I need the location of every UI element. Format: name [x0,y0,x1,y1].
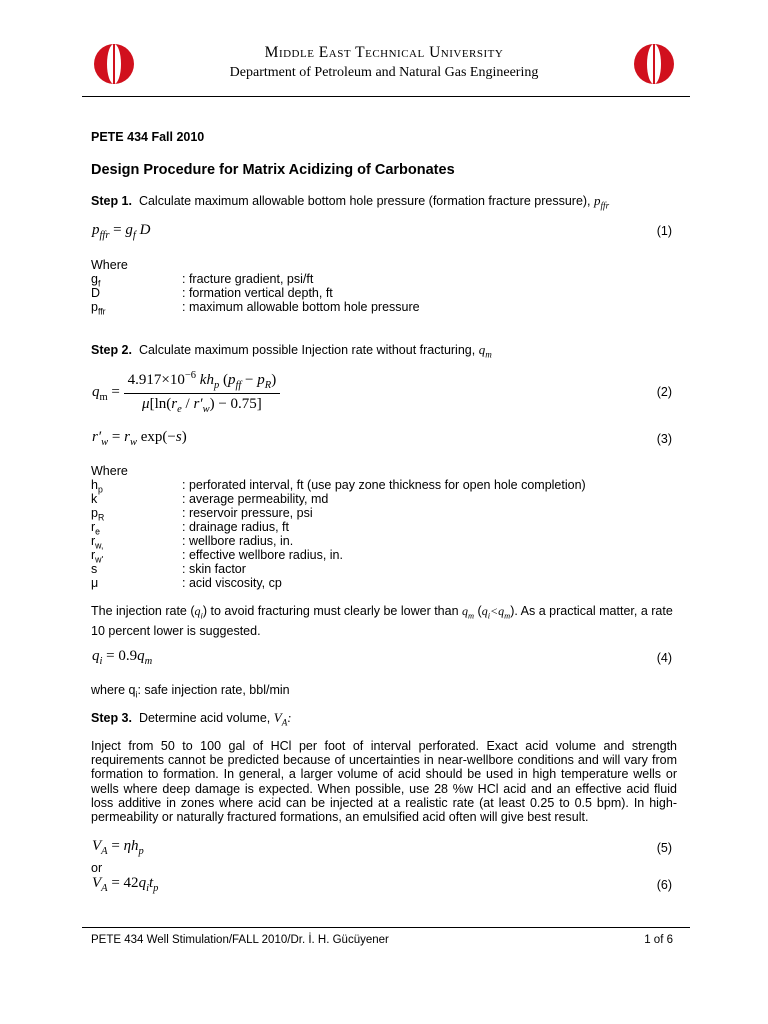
definition-row: $h_p$ : perforated interval, ft (use pay zone thickness for open hole completion) [91,478,586,495]
step1-text: Calculate maximum allowable bottom hole pressure (formation fracture pressure), [138,194,591,208]
page-number: 1 of 6 [644,934,673,946]
equation-5: $V_A = \eta h_p$ [92,838,144,857]
step3-var: $V_A$: [273,710,292,728]
definition-row: $p_{ffr}$ : maximum allowable bottom hole pressure [91,300,420,317]
equation-4: $q_i = 0.9q_m$ [92,648,153,667]
eq6-number: (6) [656,878,672,892]
definition-row: μ : acid viscosity, cp [91,576,282,590]
injection-rate-note: The injection rate $(q_i)$ to avoid fracturing must clearly be lower than $q_m$ $(q_i<q_m)$. As a practical matter, a rate 10 percent lower is suggested. [91,604,673,638]
eq3-number: (3) [656,432,672,446]
department-name: Department of Petroleum and Natural Gas Engineering [229,65,539,80]
step1-where: Where [91,258,128,272]
eq1-number: (1) [656,224,672,238]
equation-3: $r'_w = r_w$ exp(−s) [92,429,187,448]
equation-6: $V_A = 42q_it_p$ [92,875,159,894]
equation-2: $q_m$ = $\frac{4.917\times 10^{-6} kh_p (p_{ff} - p_R)}{\mu[\ln(r_e / r'_w) - 0.75]}$ [92,370,280,415]
step3-heading [91,710,292,728]
eq4-number: (4) [656,651,672,665]
step2-var: $q_m$ [478,342,492,360]
eq5-number: (5) [656,841,672,855]
step2-heading [91,342,492,360]
definition-row: k : average permeability, md [91,492,329,506]
header-rule [82,96,690,97]
equation-1: $p_{ffr} = g_f$ D [92,222,151,241]
step1-heading [91,193,609,211]
safe-rate-definition: where $q_i$: safe injection rate, bbl/min [91,683,290,700]
step1-label: Step 1. [91,194,132,208]
definition-row: $g_f$ : fracture gradient, psi/ft [91,272,314,289]
definition-row: D : formation vertical depth, ft [91,286,333,300]
definition-row: $r_{w,}$ : wellbore radius, in. [91,534,294,551]
step3-label: Step 3. [91,711,132,725]
definition-row: $r_{w'}$ : effective wellbore radius, in. [91,548,343,565]
course-code: PETE 434 Fall 2010 [91,130,205,144]
footer-left: PETE 434 Well Stimulation/FALL 2010/Dr. İ. H. Gücüyener [91,934,389,946]
definition-row: $r_e$ : drainage radius, ft [91,520,290,537]
page-title: Design Procedure for Matrix Acidizing of Carbonates [91,162,455,178]
step3-text: Determine acid volume, [138,711,271,725]
definition-row: s : skin factor [91,562,246,576]
step2-label: Step 2. [91,343,132,357]
or-text: or [91,861,103,875]
footer-rule [82,927,690,928]
eq2-number: (2) [656,385,672,399]
step2-text: Calculate maximum possible Injection rate without fracturing, [138,343,476,357]
step1-var: $p_{ffr}$ [594,193,610,211]
step2-where: Where [91,464,128,478]
university-name: Middle East Technical University [264,44,504,61]
acid-volume-paragraph: Inject from 50 to 100 gal of HCl per foot of interval perforated. Exact acid volume and strength requirements cannot be predicted because of uncertainties in near-wellbore conditions and will vary from formation to formation. In general, a larger volume of acid should be used in high temperature wells or wells where deep damage is expected. When possible, use 28 %w HCl acid and an effective acid fluid loss additive in zones where acid can be injected at a realistic rate (at least 0.25 to 0.5 bpm). In high-permeability or naturally fractured formations, an emulsified acid often will give best result. [91,739,677,825]
definition-row: $p_R$ : reservoir pressure, psi [91,506,313,523]
